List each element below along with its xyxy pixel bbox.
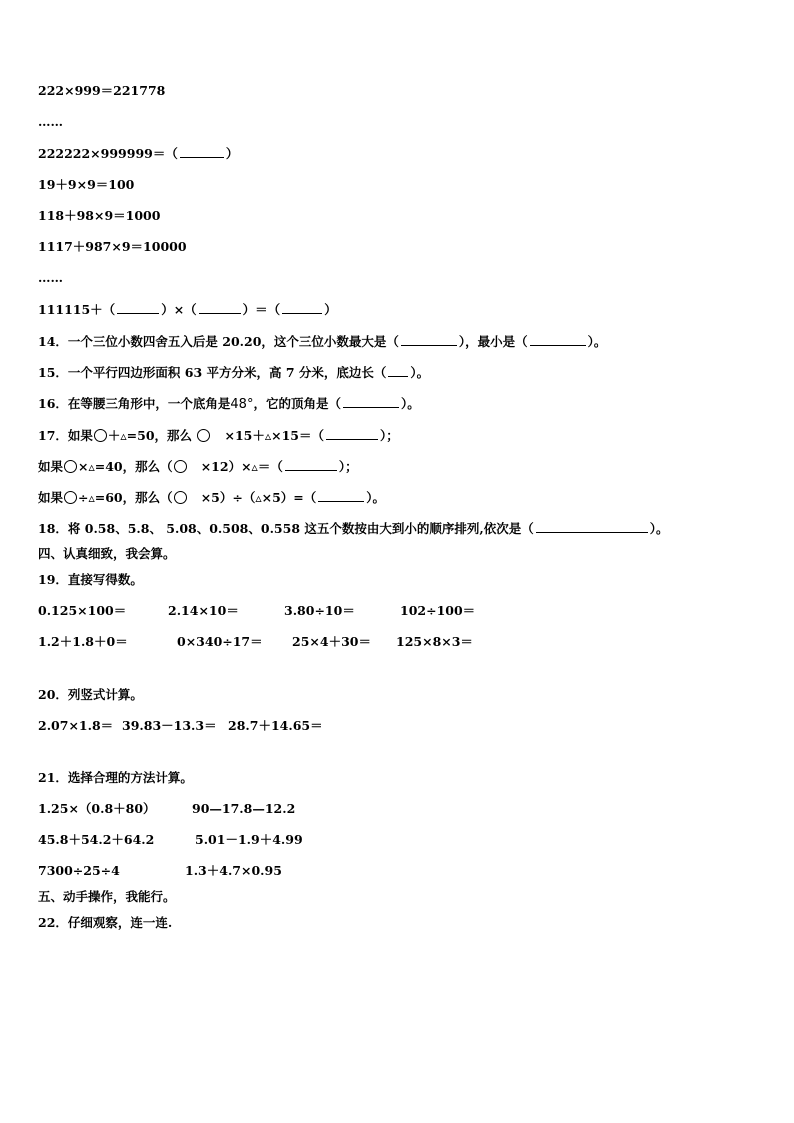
circle-symbol xyxy=(64,491,77,504)
q17-l2-b: ×▵=40，那么（ xyxy=(78,459,173,474)
pattern1-line1: 222×999＝221778 xyxy=(38,83,166,98)
pattern2-line4-a: 111115＋（ xyxy=(38,302,116,317)
q20-row xyxy=(38,718,338,734)
q21-item: 5.01－1.9＋4.99 xyxy=(195,832,303,847)
q17-l3-c: ×5）÷（▵×5）=（ xyxy=(200,490,317,505)
q21-row-1 xyxy=(38,801,318,817)
answer-blank[interactable] xyxy=(199,301,241,314)
pattern2-line3: 1117＋987×9＝10000 xyxy=(38,239,187,254)
q17-l3-a: 如果 xyxy=(38,490,64,505)
section-5-heading: 五、动手操作，我能行。 xyxy=(38,889,176,904)
q18-text-a: 18．将 0.58、5.8、 5.08、0.508、0.558 这五个数按由大到小的顺序排列,依次是（ xyxy=(38,521,534,536)
q20-item: 2.07×1.8＝ xyxy=(38,718,114,733)
q19-item: 3.80÷10＝ xyxy=(284,603,355,618)
question-17-line1 xyxy=(38,427,399,444)
question-16 xyxy=(38,395,420,413)
q14-text-b: ），最小是（ xyxy=(458,334,528,349)
q17-l1-b: ＋▵=50，那么 xyxy=(107,428,193,443)
answer-blank[interactable] xyxy=(388,364,408,377)
answer-blank[interactable] xyxy=(530,333,586,346)
answer-blank[interactable] xyxy=(536,520,648,533)
q17-l1-a: 17．如果 xyxy=(38,428,93,443)
q19-item: 102÷100＝ xyxy=(400,603,476,618)
question-19-title: 19．直接写得数。 xyxy=(38,572,143,587)
q17-l3-b: ÷▵=60，那么（ xyxy=(78,490,173,505)
q17-l1-d: ）； xyxy=(380,428,399,443)
q21-item: 1.25×（0.8＋80） xyxy=(38,801,156,816)
pattern2-line1: 19＋9×9＝100 xyxy=(38,177,135,192)
circle-symbol xyxy=(174,491,187,504)
q16-angle: 48° xyxy=(230,397,254,412)
question-17-line3 xyxy=(38,489,385,506)
question-22-title: 22．仔细观察，连一连. xyxy=(38,915,173,930)
circle-symbol xyxy=(64,460,77,473)
q21-row-2 xyxy=(38,832,318,848)
q21-item: 1.3＋4.7×0.95 xyxy=(185,863,282,878)
q21-item: 7300÷25÷4 xyxy=(38,863,120,878)
answer-blank[interactable] xyxy=(343,395,399,408)
q14-text-c: ）。 xyxy=(587,334,607,349)
q19-item: 2.14×10＝ xyxy=(168,603,239,618)
q20-item: 28.7＋14.65＝ xyxy=(228,718,323,733)
q19-item: 0.125×100＝ xyxy=(38,603,127,618)
q15-text-a: 15．一个平行四边形面积 63 平方分米，高 7 分米，底边长（ xyxy=(38,365,387,380)
pattern1-ellipsis: …… xyxy=(38,114,63,129)
answer-blank[interactable] xyxy=(326,427,378,440)
q17-l2-a: 如果 xyxy=(38,459,64,474)
q19-item: 1.2＋1.8＋0＝ xyxy=(38,634,128,649)
question-21-title: 21．选择合理的方法计算。 xyxy=(38,770,193,785)
circle-symbol xyxy=(94,429,107,442)
section-4-heading: 四、认真细致，我会算。 xyxy=(38,546,176,561)
q16-text-b: ，它的顶角是（ xyxy=(253,396,341,411)
q17-l1-c: ×15＋▵×15＝（ xyxy=(224,428,324,443)
question-14 xyxy=(38,333,606,350)
q20-item: 39.83－13.3＝ xyxy=(122,718,217,733)
pattern1-line2-close: ） xyxy=(225,146,239,161)
q19-item: 0×340÷17＝ xyxy=(177,634,263,649)
pattern2-line4-c: ）＝（ xyxy=(242,302,281,317)
answer-blank[interactable] xyxy=(401,333,457,346)
q17-l3-d: ）。 xyxy=(366,490,386,505)
q21-item: 45.8＋54.2＋64.2 xyxy=(38,832,155,847)
question-15 xyxy=(38,364,429,381)
pattern2-line4-b: ）×（ xyxy=(161,302,197,317)
q16-text-c: ）。 xyxy=(400,396,420,411)
q16-text-a: 16．在等腰三角形中，一个底角是 xyxy=(38,396,231,411)
q19-row-2 xyxy=(38,634,478,650)
answer-blank[interactable] xyxy=(180,145,224,158)
q19-row-1 xyxy=(38,603,478,619)
pattern2-ellipsis: …… xyxy=(38,270,63,285)
circle-symbol xyxy=(197,429,210,442)
q19-item: 125×8×3＝ xyxy=(396,634,473,649)
question-18 xyxy=(38,520,669,537)
circle-symbol xyxy=(174,460,187,473)
pattern2-line4 xyxy=(38,301,337,318)
answer-blank[interactable] xyxy=(282,301,322,314)
pattern2-line4-d: ） xyxy=(324,302,337,317)
q17-l2-d: ）； xyxy=(338,459,358,474)
answer-blank[interactable] xyxy=(285,458,337,471)
question-20-title: 20．列竖式计算。 xyxy=(38,687,143,702)
pattern1-line2 xyxy=(38,145,238,162)
answer-blank[interactable] xyxy=(117,301,159,314)
q19-item: 25×4＋30＝ xyxy=(292,634,371,649)
q14-text-a: 14．一个三位小数四舍五入后是 20.20，这个三位小数最大是（ xyxy=(38,334,399,349)
q15-text-b: ）。 xyxy=(410,365,430,380)
pattern1-line2-text: 222222×999999＝（ xyxy=(38,146,178,161)
q18-text-b: ）。 xyxy=(649,521,669,536)
question-17-line2 xyxy=(38,458,358,475)
answer-blank[interactable] xyxy=(318,489,364,502)
q21-item: 90—17.8—12.2 xyxy=(192,801,296,816)
q17-l2-c: ×12）×▵＝（ xyxy=(200,459,283,474)
pattern2-line2: 118＋98×9＝1000 xyxy=(38,208,161,223)
q21-row-3 xyxy=(38,863,318,879)
